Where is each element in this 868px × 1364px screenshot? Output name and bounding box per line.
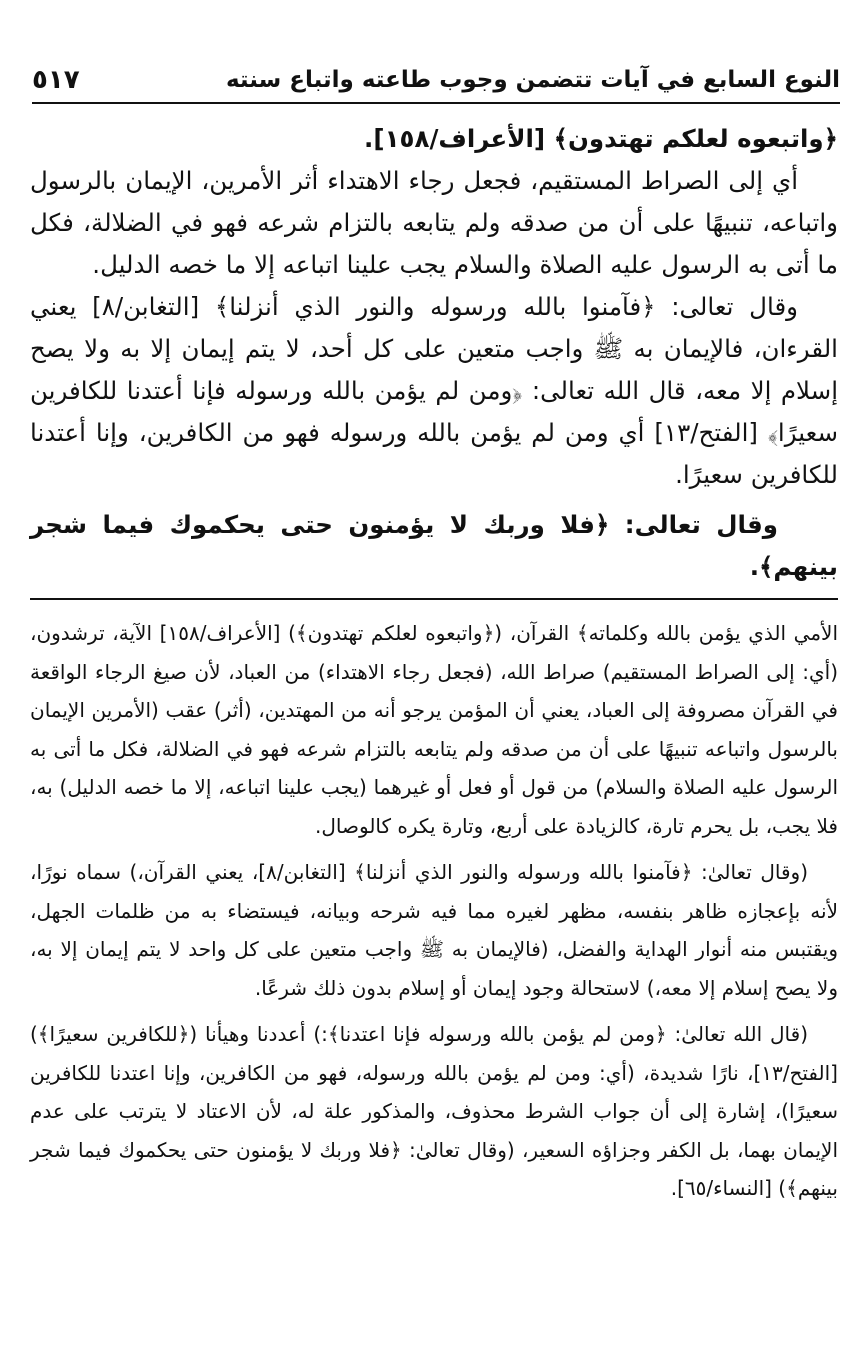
main-paragraph-4: وقال تعالى: ﴿فلا وربك لا يؤمنون حتى يحكموك فيما شجر بينهم﴾. <box>30 510 838 581</box>
page-header <box>32 58 840 104</box>
main-paragraph-1: ﴿واتبعوه لعلكم تهتدون﴾ [الأعراف/١٥٨]. <box>364 124 838 153</box>
main-text <box>30 118 838 588</box>
commentary-paragraph-1: الأمي الذي يؤمن بالله وكلماته﴾ القرآن، (﴿واتبعوه لعلكم تهتدون﴾) [الأعراف/١٥٨] الآية، ترشدون، (أي: إلى الصراط المستقيم) صراط الله، (فجعل رجاء الاهتداء) من العباد، لأن صيغ الرجاء الواقعة في القرآن مصروفة إلى العباد، يعني أن المؤمن يرجو أنه من المهتدين، (أثر) عقب (الأمرين الإيمان بالرسول واتباعه تنبيهًا على أن من صدقه ولم يتابعه بالتزام شرعه فهو في الضلالة، فكل ما أتى به الرسول عليه الصلاة والسلام) من قول أو فعل أو غيرهما (يجب علينا اتباعه، إلا ما خصه الدليل) به، فلا يجب، بل يحرم تارة، كالزيادة على أربع، وتارة يكره كالوصال. <box>30 621 839 838</box>
commentary-paragraph-2: (وقال تعالىٰ: ﴿فآمنوا بالله ورسوله والنور الذي أنزلنا﴾ [التغابن/٨]، يعني القرآن،) سماه نورًا، لأنه بإعجازه ظاهر بنفسه، مظهر لغيره مما فيه شرحه وبيانه، فيستضاء به من ظلمات الجهل، ويقتبس منه أنوار الهداية والفضل، (فالإيمان به ﷺ واجب متعين على كل واحد لا يتم إيمان إلا به، ولا يصح إسلام إلا معه،) لاستحالة وجود إيمان أو إسلام بدون ذلك شرعًا. <box>30 860 838 1000</box>
running-title: النوع السابع في آيات تتضمن وجوب طاعته واتباع سنته <box>225 67 840 93</box>
commentary-text <box>30 614 838 1216</box>
main-paragraph-2: أي إلى الصراط المستقيم، فجعل رجاء الاهتداء أثر الأمرين، الإيمان بالرسول واتباعه، تنبيهًا على أن من صدقه ولم يتابعه بالتزام شرعه فهو في الضلالة، فكل ما أتى به الرسول عليه الصلاة والسلام يجب علينا اتباعه إلا ما خصه الدليل. <box>30 166 838 279</box>
separator-rule <box>30 598 838 600</box>
commentary-paragraph-3: (قال الله تعالىٰ: ﴿ومن لم يؤمن بالله ورسوله فإنا اعتدنا﴾:) أعددنا وهيأنا (﴿للكافرين سعيرًا﴾) [الفتح/١٣]، نارًا شديدة، (أي: ومن لم يؤمن بالله ورسوله، فهو من الكافرين، وإنا اعتدنا للكافرين سعيرًا)، إشارة إلى أن جواب الشرط محذوف، والمذكور علة له، لأن الاعتاد لا يترتب على عدم الإيمان بهما، بل الكفر وجزاؤه السعير، (وقال تعالىٰ: ﴿فلا وربك لا يؤمنون حتى يحكموك فيما شجر بينهم﴾) [النساء/٦٥]. <box>30 1022 838 1200</box>
main-paragraph-3: وقال تعالى: ﴿فآمنوا بالله ورسوله والنور الذي أنزلنا﴾ [التغابن/٨] يعني القرءان، فالإيمان به ﷺ واجب متعين على كل أحد، لا يتم إيمان إلا به ولا يصح إسلام إلا معه، قال الله تعالى: ﴿ومن لم يؤمن بالله ورسوله فإنا أعتدنا للكافرين سعيرًا﴾ [الفتح/١٣] أي ومن لم يؤمن بالله ورسوله فهو من الكافرين، وإنا أعتدنا للكافرين سعيرًا. <box>30 292 838 489</box>
page-number: ٥١٧ <box>32 65 80 95</box>
